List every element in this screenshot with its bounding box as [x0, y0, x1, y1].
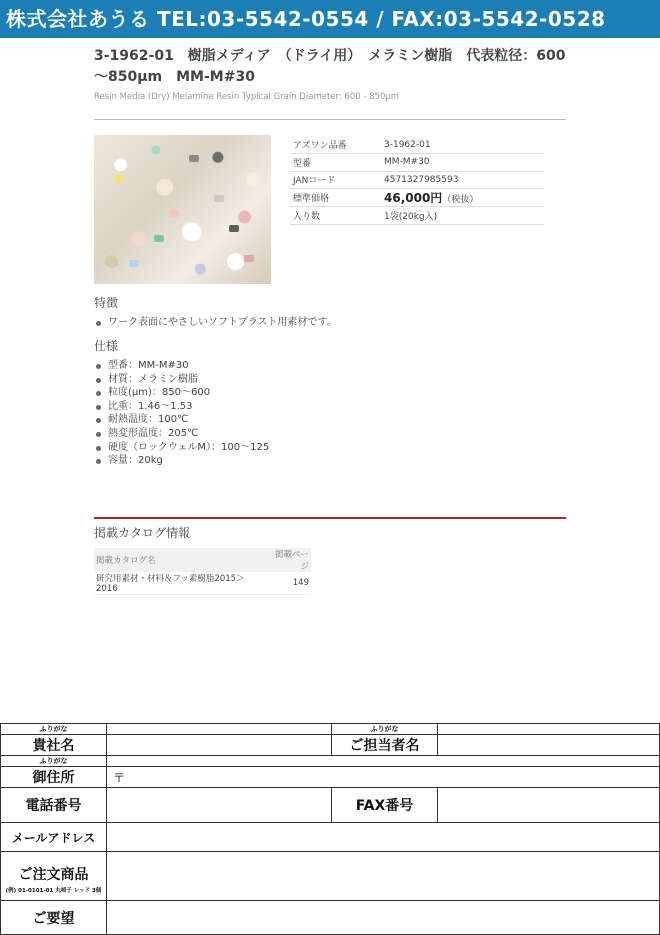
divider	[94, 517, 566, 519]
catalog-heading: 掲載カタログ情報	[94, 526, 191, 540]
media-grain	[129, 260, 139, 267]
tel-field[interactable]	[106, 787, 332, 823]
catalog-table	[94, 548, 311, 595]
table-row	[290, 136, 544, 154]
furigana-label: ふりがな	[0, 755, 107, 767]
spec-list	[94, 359, 269, 468]
contact-person-label: ご担当者名	[331, 734, 438, 756]
table-row	[94, 572, 311, 595]
column-header: 掲載カタログ名	[94, 548, 265, 572]
list-item: 粒度(μm)：850～600	[94, 386, 269, 400]
table-row	[290, 171, 544, 189]
order-example: (例) 01-0101-01 丸椅子 レッド 3個	[5, 888, 102, 894]
list-item: 容量：20kg	[94, 454, 269, 468]
catalog-name: 研究用素材・材料＆フッ素樹脂2015＞2016	[94, 572, 265, 595]
spec-value: 4571327985593	[381, 171, 544, 189]
column-header: 掲載ページ	[265, 548, 311, 572]
spec-key: 標準価格	[290, 189, 381, 207]
furigana-label: ふりがな	[0, 723, 107, 735]
price: 46,000円	[384, 191, 443, 206]
table-row	[290, 189, 544, 207]
fax-label: FAX番号	[331, 787, 438, 823]
order-label-cell	[0, 851, 107, 901]
list-item: 型番：MM-M#30	[94, 359, 269, 373]
product-header	[94, 46, 566, 102]
spec-key: 入り数	[290, 207, 381, 225]
spec-table	[290, 136, 544, 225]
contact-person-field[interactable]	[437, 734, 660, 756]
divider	[94, 119, 566, 120]
spec-value: 1袋(20kg入)	[381, 207, 544, 225]
email-label: メールアドレス	[0, 822, 107, 852]
spec-heading: 仕様	[94, 339, 119, 353]
media-grain	[154, 235, 164, 242]
postal-mark: 〒	[113, 771, 126, 785]
media-grain	[189, 155, 199, 162]
catalog-page: 149	[265, 572, 311, 595]
price-cell	[381, 189, 544, 207]
features-heading: 特徴	[94, 296, 119, 310]
tax-note: （税抜）	[442, 195, 479, 206]
table-header-row	[94, 548, 311, 572]
tel-label: 電話番号	[0, 787, 107, 823]
spec-key: 型番	[290, 154, 381, 172]
spec-value: MM-M#30	[381, 154, 544, 172]
list-item: 硬度（ロックウェルM）：100～125	[94, 441, 269, 455]
contact-banner: 株式会社あうる TEL:03-5542-0554 / FAX:03-5542-0528	[0, 0, 660, 38]
product-subtitle: Resin Media (Dry) Melamine Resin Typical Grain Diameter: 600 - 850μm	[94, 92, 400, 102]
order-items-field[interactable]	[106, 851, 660, 901]
spec-value: 3-1962-01	[381, 136, 544, 154]
address-field[interactable]	[106, 766, 660, 788]
furigana-label: ふりがな	[331, 723, 438, 735]
address-label: 御住所	[0, 766, 107, 788]
company-name-field[interactable]	[106, 734, 332, 756]
list-item: 熱変形温度：205℃	[94, 427, 269, 441]
company-name-label: 貴社名	[0, 734, 107, 756]
list-item: ワーク表面にやさしいソフトブラスト用素材です。	[94, 316, 337, 330]
order-label: ご注文商品	[18, 867, 89, 883]
table-row	[290, 207, 544, 225]
order-form	[0, 723, 660, 935]
features-list	[94, 316, 337, 330]
fax-field[interactable]	[437, 787, 660, 823]
media-grain	[244, 255, 254, 262]
requests-field[interactable]	[106, 900, 660, 935]
media-grain	[114, 175, 124, 182]
product-title: 3-1962-01 樹脂メディア （ドライ用） メラミン樹脂 代表粒径：600～850μm MM-M#30	[94, 48, 566, 85]
list-item: 比重：1.46～1.53	[94, 400, 269, 414]
list-item: 耐熱温度：100℃	[94, 413, 269, 427]
table-row	[290, 154, 544, 172]
product-image	[94, 135, 271, 284]
spec-key: JANコード	[290, 171, 381, 189]
email-field[interactable]	[106, 822, 660, 852]
media-grain	[229, 225, 239, 232]
requests-label: ご要望	[0, 900, 107, 935]
list-item: 材質：メラミン樹脂	[94, 373, 269, 387]
media-grain	[214, 195, 224, 202]
media-grain	[169, 210, 179, 217]
spec-key: アズワン品番	[290, 136, 381, 154]
